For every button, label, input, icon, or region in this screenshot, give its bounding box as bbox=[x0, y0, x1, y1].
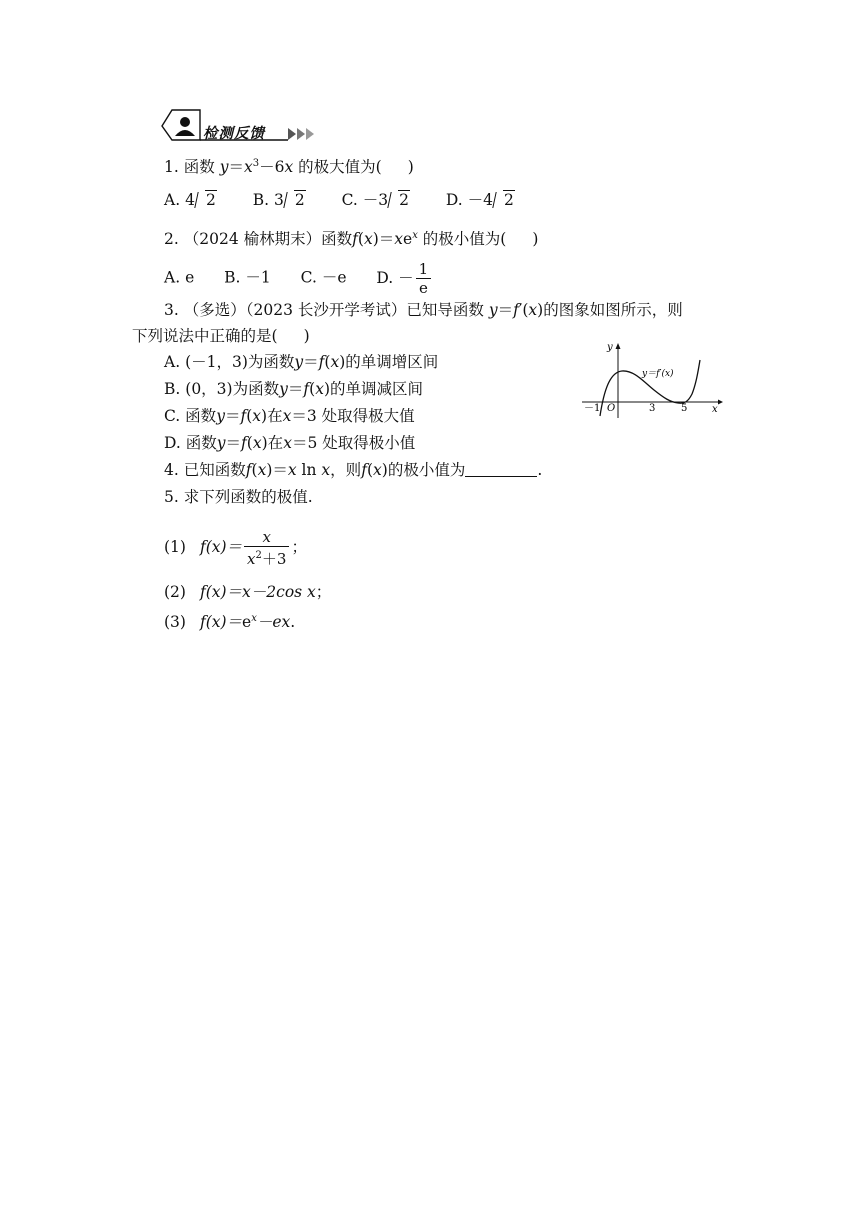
question-source: （多选）（2023 长沙开学考试） bbox=[183, 301, 407, 319]
x-axis-label: x bbox=[712, 404, 718, 415]
tick-label-5: 5 bbox=[681, 403, 688, 414]
option-c: C. －e bbox=[300, 268, 347, 287]
question-3-option-c: C. 函数y＝f(x)在x＝3 处取得极大值 bbox=[164, 407, 415, 425]
question-5-part-3: (3) $f(x)=e^x-ex$. bbox=[164, 613, 296, 631]
question-3-option-b: B. (0，3)为函数y＝f(x)的单调减区间 bbox=[164, 380, 424, 398]
derivative-graph bbox=[578, 340, 724, 420]
question-source: （2024 榆林期末） bbox=[183, 230, 322, 248]
question-2-options bbox=[164, 260, 433, 297]
question-1-options bbox=[164, 190, 515, 210]
option-a: A. e bbox=[164, 268, 195, 287]
option-c: C. －3 2 bbox=[341, 191, 409, 209]
question-number: 1. bbox=[164, 158, 179, 176]
tick-label-3: 3 bbox=[649, 403, 656, 414]
option-b: B. －1 bbox=[224, 268, 271, 287]
question-4-stem: 4. 已知函数f(x)＝x ln x，则f(x)的极小值为 . bbox=[164, 461, 543, 479]
question-3-stem-line2: 下列说法中正确的是( ) bbox=[132, 327, 310, 345]
question-3-option-a: A. (－1，3)为函数y＝f(x)的单调增区间 bbox=[164, 353, 439, 371]
section-title: 检测反馈 bbox=[203, 126, 265, 142]
origin-label: O bbox=[607, 403, 616, 414]
question-5-part-2: (2) f(x)＝x－2cos x； bbox=[164, 583, 332, 601]
option-d: D. － $\frac{1}{e}$ bbox=[376, 269, 433, 287]
question-3-option-d: D. 函数y＝f(x)在x＝5 处取得极小值 bbox=[164, 434, 416, 452]
fraction: $\frac{1}{e}$ bbox=[416, 260, 432, 297]
fraction: $\frac{x}{x^2+3}$ bbox=[244, 528, 289, 568]
question-1-stem: 1. 函数 $y=x^3-6x$ 的极大值为( ) bbox=[164, 158, 414, 176]
x-axis-arrow-icon bbox=[718, 400, 723, 405]
section-header bbox=[160, 106, 320, 142]
option-a: A. 4 2 bbox=[164, 191, 216, 209]
y-axis-arrow-icon bbox=[616, 343, 621, 349]
tick-label-neg1: －1 bbox=[584, 403, 601, 414]
question-5-part-1: (1) f(x)＝ $\frac{x}{x^2+3}$ ； bbox=[164, 528, 307, 568]
question-3-stem-line1: 3. （多选）（2023 长沙开学考试）已知导函数 y＝f′(x)的图象如图所示，则 bbox=[164, 301, 683, 319]
y-axis-label: y bbox=[607, 342, 613, 353]
question-2-stem: 2. （2024 榆林期末）函数$f(x)=xe^x$ 的极小值为( ) bbox=[164, 230, 539, 248]
option-b: B. 3 2 bbox=[252, 191, 305, 209]
question-5-stem: 5. 求下列函数的极值. bbox=[164, 488, 313, 506]
answer-blank[interactable] bbox=[465, 462, 537, 477]
curve-label: y＝f′(x) bbox=[642, 369, 674, 379]
option-d: D. －4 2 bbox=[445, 191, 514, 209]
